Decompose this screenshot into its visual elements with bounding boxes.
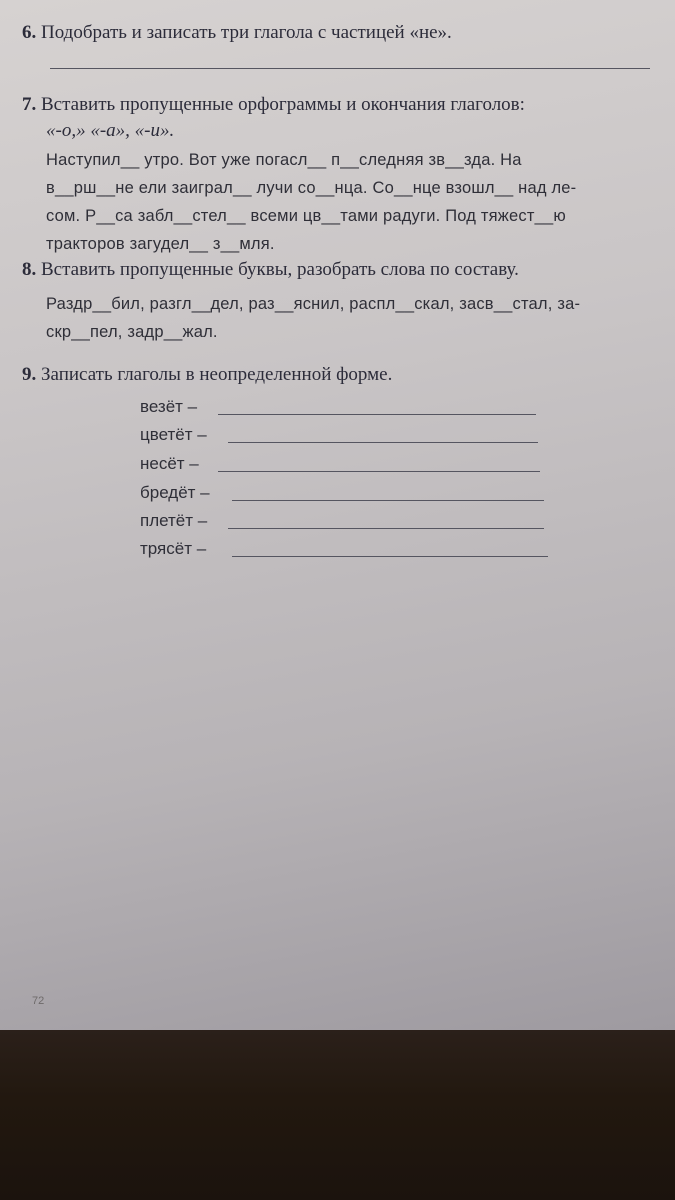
task-7-line: тракторов загудел__ з__мля. bbox=[46, 235, 275, 253]
verb-label: цветёт – bbox=[140, 425, 207, 444]
verb-label: плетёт – bbox=[140, 511, 208, 530]
task-6-text: Подобрать и записать три глагола с частицей «не». bbox=[41, 22, 452, 43]
task-8-line: скр__пел, задр__жал. bbox=[46, 323, 218, 341]
verb-row bbox=[140, 539, 206, 567]
verb-label: трясёт – bbox=[140, 539, 207, 558]
verb-label: везёт – bbox=[140, 397, 198, 416]
task-8-heading bbox=[22, 259, 519, 281]
task-9-text: Записать глаголы в неопределенной форме. bbox=[41, 364, 393, 385]
verb-answer-line[interactable] bbox=[228, 528, 544, 529]
verb-row bbox=[140, 511, 207, 539]
task-7-line: сом. Р__са забл__стел__ всеми цв__тами радуги. Под тяжест__ю bbox=[46, 207, 566, 225]
verb-row bbox=[140, 425, 207, 453]
verb-answer-line[interactable] bbox=[228, 442, 538, 443]
task-6-answer-line[interactable] bbox=[50, 68, 650, 69]
task-8-line: Раздр__бил, разгл__дел, раз__яснил, распл__скал, засв__стал, за- bbox=[46, 295, 581, 313]
task-7-heading bbox=[22, 94, 525, 116]
task-6-heading bbox=[22, 22, 452, 44]
page-number: 72 bbox=[32, 995, 45, 1007]
task-8-number: 8. bbox=[22, 259, 37, 280]
task-7-paragraph bbox=[46, 146, 576, 258]
verb-row bbox=[140, 454, 199, 482]
table-surface bbox=[0, 1030, 675, 1200]
task-7-line: Наступил__ утро. Вот уже погасл__ п__следняя зв__зда. На bbox=[46, 151, 522, 169]
verb-answer-line[interactable] bbox=[218, 414, 536, 415]
task-6-number: 6. bbox=[22, 22, 37, 43]
verb-answer-line[interactable] bbox=[218, 471, 540, 472]
task-7-line: в__рш__не ели заиграл__ лучи со__нца. Со__нце взошл__ над ле- bbox=[46, 179, 577, 197]
task-9-heading bbox=[22, 364, 392, 386]
verb-row bbox=[140, 397, 197, 425]
verb-label: бредёт – bbox=[140, 483, 210, 502]
verb-answer-line[interactable] bbox=[232, 556, 548, 557]
task-7-number: 7. bbox=[22, 94, 37, 115]
verb-row bbox=[140, 483, 210, 511]
task-8-text: Вставить пропущенные буквы, разобрать слова по составу. bbox=[41, 259, 519, 280]
task-7-endings: «-о,» «-а», «-и». bbox=[46, 120, 175, 141]
verb-label: несёт – bbox=[140, 454, 199, 473]
verb-answer-line[interactable] bbox=[232, 500, 544, 501]
task-9-number: 9. bbox=[22, 364, 37, 385]
task-8-paragraph bbox=[46, 290, 580, 346]
task-7-text: Вставить пропущенные орфограммы и окончания глаголов: bbox=[41, 94, 525, 115]
